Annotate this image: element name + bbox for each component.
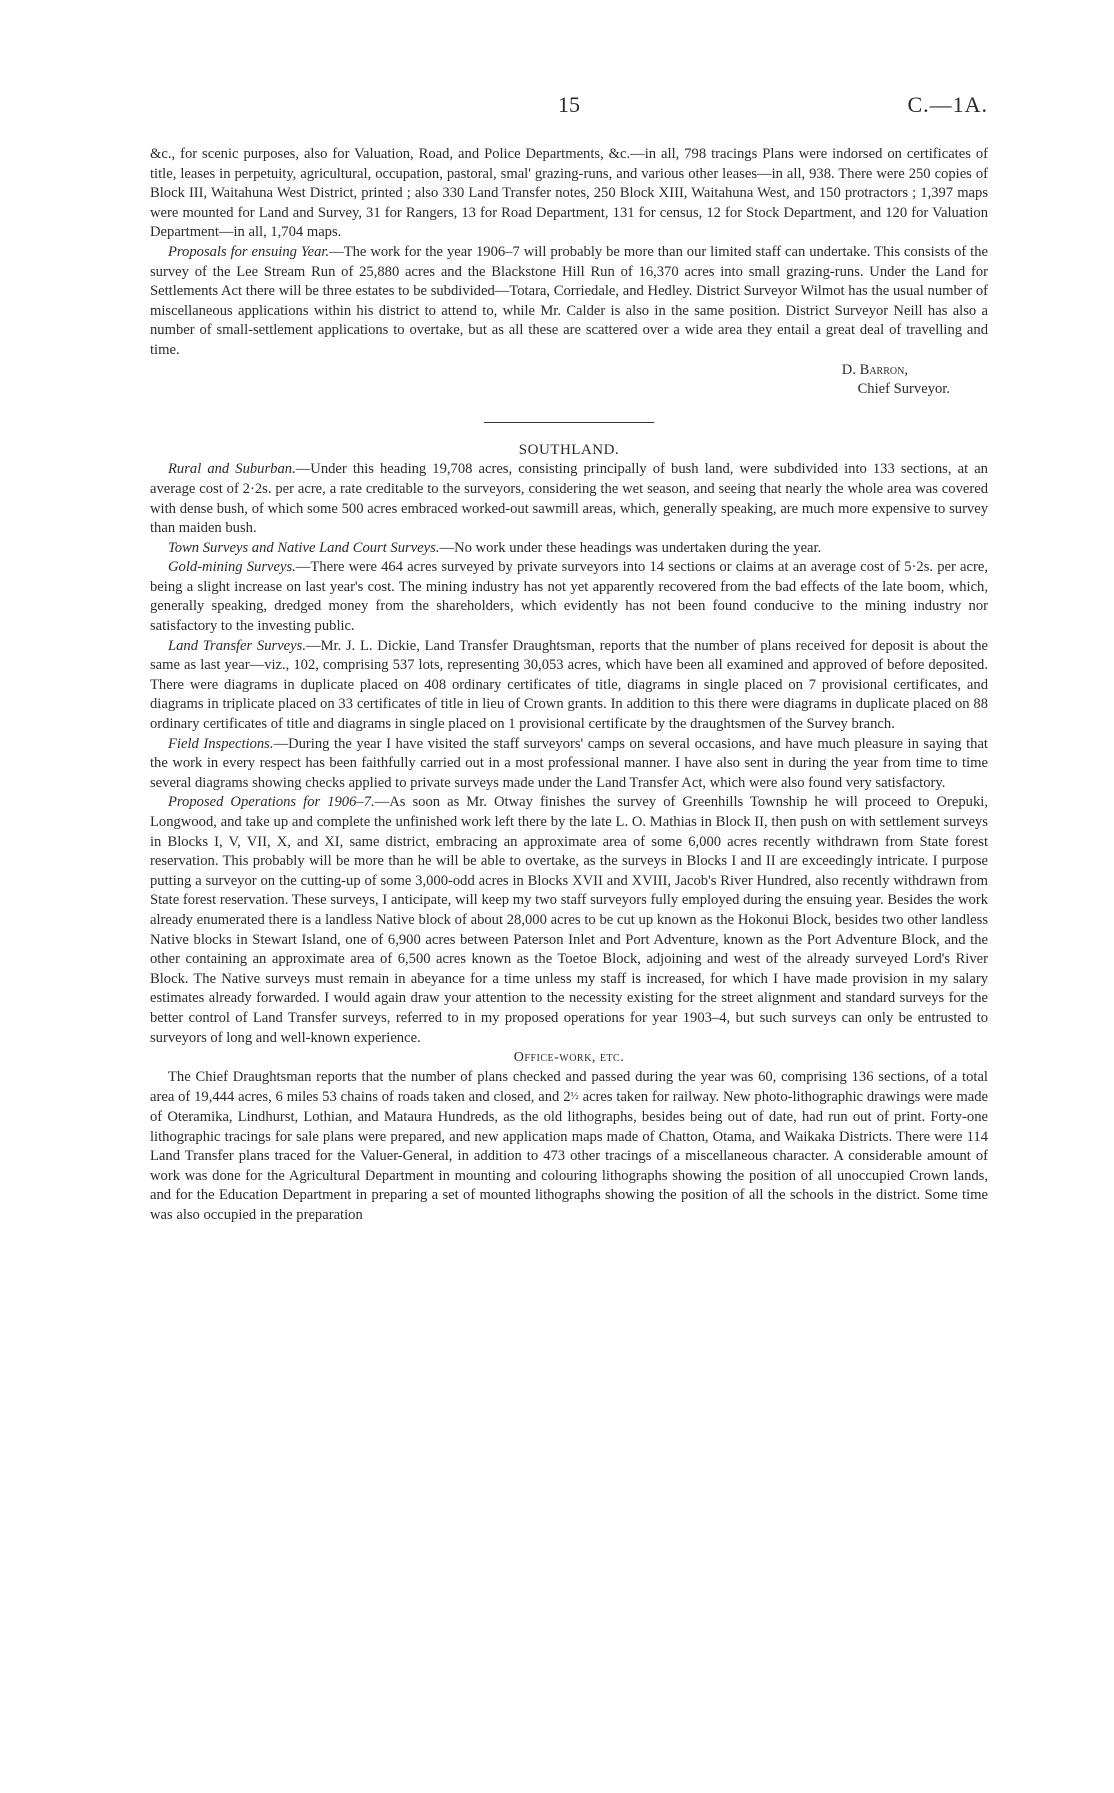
paragraph-rural-suburban	[150, 460, 988, 538]
paragraph-text: —Under this heading 19,708 acres, consisting principally of bush land, were subdivided into 133 sections, at an average cost of 2·2s. per acre, a rate creditable to the surveyors, considering the wet season, and seeing that nearly the whole area was covered with dense bush, of which some 500 acres embraced worked-out sawmill areas, which, generally speaking, are much more expensive to survey than maiden bush.	[150, 461, 988, 537]
paragraph-heading: Land Transfer Surveys.	[168, 637, 306, 654]
office-work-text-end: acres taken for railway. New photo-lithographic drawings were made of Oteramika, Lindhurst, Lothian, and Mataura Hundreds, as the old lithographs, besides being out of date, had run out of print. Forty-one lithographic tracings for sale plans were prepared, and new application maps made of Chatton, Otama, and Waikaka Districts. There were 114 Land Transfer plans traced for the Valuer-General, in addition to 473 other tracings of a miscellaneous character. A considerable amount of work was done for the Agricultural Department in mounting and colouring lithographs showing the position of all unoccupied Crown lands, and for the Education Department in preparing a set of mounted lithographs showing the position of all the schools in the district. Some time was also occupied in the preparation	[150, 1089, 988, 1223]
paragraph-gold-mining	[150, 558, 988, 636]
fraction-half: ½	[570, 1090, 579, 1103]
section-divider	[484, 422, 654, 423]
paragraph-heading: Town Surveys and Native Land Court Surveys.	[168, 539, 440, 556]
document-reference: C.—1A.	[907, 92, 988, 117]
paragraph-text: —As soon as Mr. Otway finishes the survey of Greenhills Township he will proceed to Orepuki, Longwood, and take up and complete the unfinished work left there by the late L. O. Mathias in Block II, then push on with settlement surveys in Blocks I, V, VII, X, and XI, same district, embracing an approximate area of some 6,000 acres recently withdrawn from State forest reservation. This probably will be more than he will be able to overtake, as the surveys in Blocks I and II are exceedingly intricate. I purpose putting a surveyor on the cutting-up of some 3,000-odd acres in Blocks XVII and XVIII, Jacob's River Hundred, also recently withdrawn from State forest reservation. These surveys, I anticipate, will keep my two staff surveyors fully employed during the ensuing year. Besides the work already enumerated there is a landless Native block of about 28,000 acres to be cut up known as the Hokonui Block, besides two other landless Native blocks in Stewart Island, one of 6,900 acres between Paterson Inlet and Port Adventure, known as the Port Adventure Block, and the other containing an approximate area of 6,500 acres known as the Toetoe Block, adjoining and west of the already surveyed Lord's River Block. The Native surveys must remain in abeyance for a time unless my staff is increased, for which I have made provision in my salary estimates already forwarded. I would again draw your attention to the necessity existing for the street alignment and standard surveys for the better control of Land Transfer surveys, referred to in my proposed operations for year 1903–4, but such surveys can only be entrusted to surveyors of long and well-known experience.	[150, 794, 988, 1046]
paragraph-heading: Gold-mining Surveys.	[168, 559, 296, 576]
paragraph-heading: Rural and Suburban.	[168, 461, 296, 478]
section-title-southland: SOUTHLAND.	[518, 441, 620, 458]
report-body	[150, 145, 988, 1225]
paragraph-town-native-surveys	[150, 539, 988, 559]
office-work-text-start: The Chief Draughtsman reports that the number of plans checked and passed during the year was 60, comprising 136 sections, of a total area of 19,444 acres, 6 miles 53 chains of roads taken and closed, and 2	[150, 1068, 988, 1106]
paragraph-text: —Mr. J. L. Dickie, Land Transfer Draughtsman, reports that the number of plans received for deposit is about the same as last year—viz., 102, comprising 537 lots, representing 30,053 acres, which have been all examined and approved of before deposited. There were diagrams in duplicate placed on 408 ordinary certificates of title, diagrams in single placed on 7 provisional certificates, and diagrams in triplicate placed on 33 certificates of title in lieu of Crown grants. In addition to this there were diagrams in duplicate placed on 88 ordinary certificates of title and diagrams in single placed on 1 provisional certificate by the draughtsmen of the Survey branch.	[150, 637, 988, 733]
paragraph-heading: Proposed Operations for 1906–7.	[168, 794, 375, 811]
paragraph-office-work	[150, 1068, 988, 1226]
page-number: 15	[558, 92, 580, 117]
paragraph-text: —No work under these headings was undertaken during the year.	[439, 539, 822, 556]
paragraph-heading: Field Inspections.	[168, 735, 274, 752]
page-header	[150, 92, 988, 120]
signature-title: Chief Surveyor.	[857, 381, 950, 398]
proposals-heading: Proposals for ensuing Year.	[168, 243, 330, 260]
paragraph-text: —There were 464 acres surveyed by private surveyors into 14 sections or claims at an average cost of 5·2s. per acre, being a slight increase on last year's cost. The mining industry has not yet apparently recovered from the bad effects of the late boom, which, generally speaking, dredged money from the shareholders, which evidently has not been found conducive to the mining industry nor satisfactory to the investing public.	[150, 559, 988, 635]
proposals-paragraph	[150, 243, 988, 361]
proposals-text: —The work for the year 1906–7 will probably be more than our limited staff can undertake. This consists of the survey of the Lee Stream Run of 25,880 acres and the Blackstone Hill Run of 16,370 acres into small grazing-runs. Under the Land for Settlements Act there will be three estates to be subdivided—Totara, Corriedale, and Hedley. District Surveyor Wilmot has the usual number of miscellaneous applications within his district to attend to, while Mr. Calder is also in the same position. District Surveyor Neill has also a number of small-settlement applications to overtake, but as all these are scattered over a wide area they entail a great deal of travelling and time.	[150, 243, 988, 358]
paragraph-land-transfer	[150, 637, 988, 735]
paragraph-text: —During the year I have visited the staff surveyors' camps on several occasions, and have much pleasure in saying that the work in every respect has been faithfully carried out in a most professional manner. I have also sent in during the year from time to time several diagrams showing checks applied to private surveys made under the Land Transfer Act, which were also found very satisfactory.	[150, 735, 988, 791]
intro-paragraph: &c., for scenic purposes, also for Valuation, Road, and Police Departments, &c.—in all, 798 tracings Plans were indorsed on certificates of title, leases in perpetuity, agricultural, occupation, pastoral, smal' grazing-runs, and various other leases—in all, 938. There were 250 copies of Block III, Waitahuna West District, printed ; also 330 Land Transfer notes, 250 Block XIII, Waitahuna West, and 150 protractors ; 1,397 maps were mounted for Land and Survey, 31 for Rangers, 13 for Road Department, 131 for census, 12 for Stock Department, and 120 for Valuation Department—in all, 1,704 maps.	[150, 146, 988, 241]
section-title-office-work: Office-work, etc.	[513, 1050, 625, 1066]
paragraph-field-inspections	[150, 735, 988, 794]
signature-name: D. Barron,	[841, 361, 908, 378]
paragraph-proposed-operations	[150, 793, 988, 1048]
